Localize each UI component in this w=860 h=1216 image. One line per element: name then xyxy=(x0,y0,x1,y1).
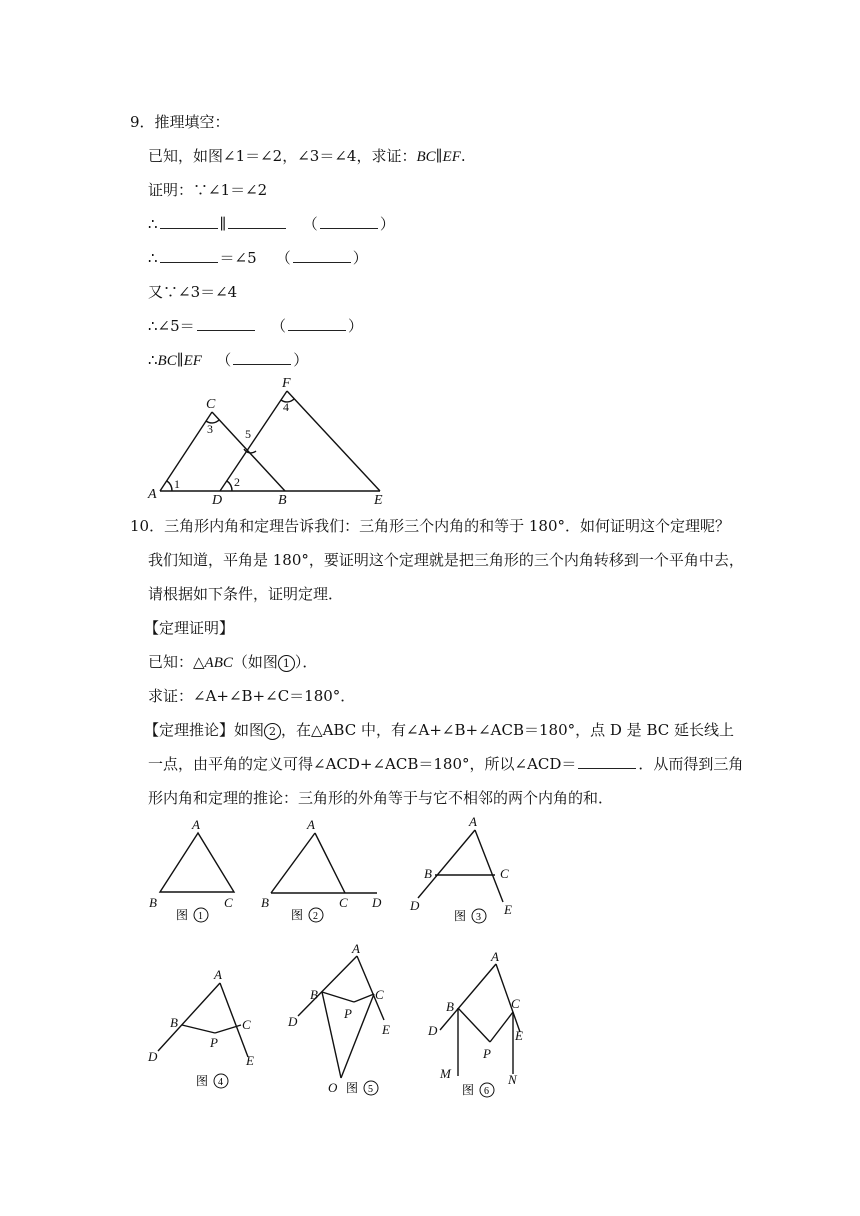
q10-para-3: 请根据如下条件，证明定理． xyxy=(148,585,344,603)
label-B: B xyxy=(278,493,287,508)
label-E: E xyxy=(515,1028,523,1043)
segment-DF xyxy=(220,391,287,491)
figure-3 xyxy=(400,812,530,932)
angle-arc-1 xyxy=(167,481,172,491)
q10-inference-3: 形内角和定理的推论：三角形的外角等于与它不相邻的两个内角的和． xyxy=(148,789,614,807)
label-D: D xyxy=(288,1014,298,1029)
label-M: M xyxy=(440,1066,451,1081)
q9-proof-start: 证明：∵∠1＝∠2 xyxy=(148,181,268,199)
label-B: B xyxy=(261,895,269,910)
caption-fig-prefix: 图 xyxy=(454,909,467,923)
label-E: E xyxy=(382,1022,390,1037)
label-A: A xyxy=(214,967,222,982)
label-C: C xyxy=(500,866,509,881)
paren-right: ） xyxy=(379,215,395,233)
q10-para-2: 我们知道，平角是 180°，要证明这个定理就是把三角形的三个内角转移到一个平角中去， xyxy=(148,551,744,569)
answer-blank[interactable] xyxy=(160,214,218,229)
label-B: B xyxy=(310,987,318,1002)
known-end: ）． xyxy=(294,653,318,671)
q10-inference-2 xyxy=(148,754,743,774)
segment-AD xyxy=(418,830,475,898)
circled-number: 2 xyxy=(264,723,281,740)
q9-header xyxy=(130,112,230,132)
q9-step-3: 又∵∠3＝∠4 xyxy=(148,283,238,301)
label-D: D xyxy=(428,1023,438,1038)
reason-blank[interactable] xyxy=(288,316,346,331)
label-O: O xyxy=(328,1080,338,1095)
caption-number: 6 xyxy=(484,1086,489,1097)
q10-text-1: 三角形内角和定理告诉我们：三角形三个内角的和等于 180°．如何证明这个定理呢？ xyxy=(164,517,730,535)
label-B: B xyxy=(149,895,157,910)
infer-text-1: ，在△ABC 中，有∠A+∠B+∠ACB＝180°，点 D 是 BC 延长线上 xyxy=(281,721,734,739)
therefore-symbol: ∴ xyxy=(148,215,158,233)
segment-BP xyxy=(182,1025,215,1033)
paren-right: ） xyxy=(293,351,309,369)
caption-fig-prefix: 图 xyxy=(462,1083,475,1097)
figure-5 xyxy=(280,942,410,1102)
triangle-ABC xyxy=(160,833,234,892)
label-C: C xyxy=(511,996,520,1011)
label-C: C xyxy=(339,895,348,910)
parallel-symbol: ∥ xyxy=(219,215,227,233)
q9-goal-end: . xyxy=(460,147,466,165)
label-A: A xyxy=(307,817,315,832)
answer-blank[interactable] xyxy=(197,316,255,331)
q9-step-5 xyxy=(148,350,308,371)
segment-CB xyxy=(212,412,285,491)
answer-blank[interactable] xyxy=(228,214,286,229)
q9-goal: BC∥EF xyxy=(416,149,461,165)
paren-left: （ xyxy=(275,249,291,267)
q10-number: 10． xyxy=(130,517,165,535)
caption-number: 3 xyxy=(476,912,481,923)
label-C: C xyxy=(242,1017,251,1032)
segment-PC xyxy=(490,1012,513,1042)
label-C: C xyxy=(375,987,384,1002)
label-A: A xyxy=(491,950,499,964)
segment-AD xyxy=(440,964,496,1030)
label-A: A xyxy=(469,814,477,829)
segment-AB xyxy=(271,833,315,893)
infer-text-2b: ．从而得到三角 xyxy=(638,755,744,773)
q9-step4-text: ∴∠5＝ xyxy=(148,317,195,335)
circled-number: 1 xyxy=(278,655,295,672)
angle-label-1: 1 xyxy=(174,477,180,491)
figure-6 xyxy=(420,950,550,1105)
q10-para-1 xyxy=(130,516,730,536)
angle-arc-2 xyxy=(227,481,232,491)
figure-4 xyxy=(140,965,270,1095)
angle-label-3: 3 xyxy=(207,422,213,436)
segment-BP xyxy=(458,1008,490,1042)
label-C: C xyxy=(206,397,216,412)
label-F: F xyxy=(282,376,291,391)
reason-blank[interactable] xyxy=(293,248,351,263)
infer-text-2: 一点，由平角的定义可得∠ACD+∠ACB＝180°，所以∠ACD＝ xyxy=(148,755,577,773)
q9-number: 9． xyxy=(130,113,155,131)
caption-fig-prefix: 图 xyxy=(346,1081,359,1095)
caption-fig-prefix: 图 xyxy=(196,1074,209,1088)
label-C: C xyxy=(224,895,233,910)
paren-right: ） xyxy=(352,249,368,267)
caption-number: 2 xyxy=(313,911,318,922)
paren-left: （ xyxy=(302,215,318,233)
q10-heading-proof: 【定理证明】 xyxy=(144,619,235,637)
known-label: 已知：△ xyxy=(148,653,205,671)
angle-label-5: 5 xyxy=(245,427,251,441)
label-A: A xyxy=(192,817,200,832)
q9-conclusion: BC∥EF xyxy=(157,353,202,369)
angle-label-4: 4 xyxy=(283,400,289,414)
label-A: A xyxy=(148,487,157,502)
paren-right: ） xyxy=(347,317,363,335)
q9-step-1 xyxy=(148,214,395,234)
label-P: P xyxy=(483,1046,491,1061)
paren-left: （ xyxy=(270,317,286,335)
triangle-name: ABC xyxy=(204,655,233,671)
paren-left: （ xyxy=(216,351,232,369)
label-E: E xyxy=(504,902,512,917)
therefore-symbol: ∴ xyxy=(148,351,158,369)
therefore-symbol: ∴ xyxy=(148,249,158,267)
answer-blank[interactable] xyxy=(578,754,636,769)
label-P: P xyxy=(344,1006,352,1021)
q9-step-4 xyxy=(148,316,363,336)
q10-inference-1 xyxy=(144,720,734,740)
segment-AC xyxy=(160,412,212,491)
angle-label-2: 2 xyxy=(234,475,240,489)
known-ref: （如图 xyxy=(232,653,278,671)
segment-FE xyxy=(287,391,380,491)
label-N: N xyxy=(508,1072,517,1087)
segment-BO xyxy=(322,992,341,1078)
segment-AE xyxy=(475,830,503,902)
figure-2 xyxy=(255,815,395,930)
label-E: E xyxy=(246,1053,254,1068)
label-D: D xyxy=(148,1049,158,1064)
reason-blank[interactable] xyxy=(233,350,291,365)
segment-BP xyxy=(322,992,354,1002)
caption-fig-prefix: 图 xyxy=(291,908,304,922)
label-D: D xyxy=(212,493,223,508)
caption-number: 4 xyxy=(218,1077,223,1088)
figure-1 xyxy=(140,815,250,930)
q9-figure xyxy=(140,372,400,508)
segment-AC xyxy=(315,833,345,893)
label-B: B xyxy=(170,1015,178,1030)
q9-given xyxy=(148,146,466,167)
caption-number: 5 xyxy=(368,1084,373,1095)
q10-prove: 求证：∠A+∠B+∠C＝180°． xyxy=(148,687,356,705)
q9-step2-text: ＝∠5 xyxy=(219,249,257,267)
label-P: P xyxy=(210,1035,218,1050)
q9-title: 推理填空： xyxy=(154,113,230,131)
label-B: B xyxy=(446,999,454,1014)
q9-given-text: 已知，如图∠1＝∠2，∠3＝∠4，求证： xyxy=(148,147,417,165)
label-D: D xyxy=(372,895,382,910)
q10-known xyxy=(148,652,317,673)
label-A: A xyxy=(352,942,360,956)
label-E: E xyxy=(374,493,383,508)
q9-step-2 xyxy=(148,248,368,268)
infer-ref: 如图 xyxy=(234,721,265,739)
label-B: B xyxy=(424,866,432,881)
answer-blank[interactable] xyxy=(160,248,218,263)
label-D: D xyxy=(410,898,420,913)
caption-number: 1 xyxy=(198,911,203,922)
q10-heading-inference: 【定理推论】 xyxy=(144,721,235,739)
caption-fig-prefix: 图 xyxy=(176,908,189,922)
reason-blank[interactable] xyxy=(320,214,378,229)
